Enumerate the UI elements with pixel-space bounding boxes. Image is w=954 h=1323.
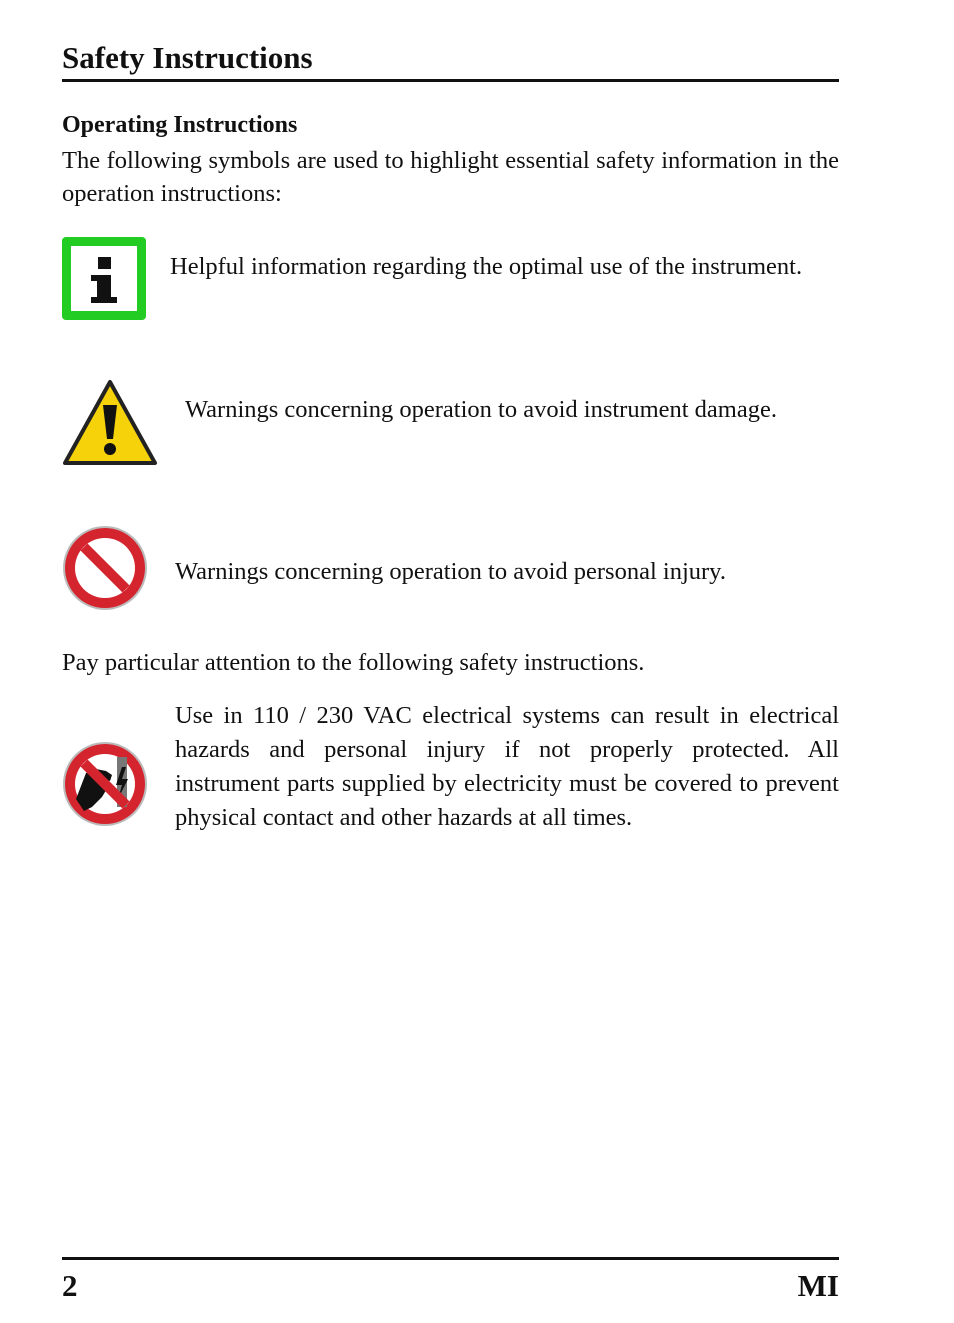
- footer-label: MI: [797, 1268, 839, 1303]
- prohibition-icon: [62, 525, 148, 611]
- prohibition-description: Warnings concerning operation to avoid personal injury.: [175, 558, 726, 585]
- section-title: Operating Instructions: [62, 112, 298, 138]
- footer-divider: [62, 1257, 839, 1260]
- header-divider: [62, 79, 839, 82]
- warning-description: Warnings concerning operation to avoid instrument damage.: [185, 396, 777, 423]
- electrical-warning-text: Use in 110 / 230 VAC electrical systems can result in electrical hazards and personal injury if not properly protected. All instrument parts supplied by electricity must be covered to prevent physical contact and other hazards at all times.: [175, 702, 839, 831]
- no-touch-electrical-icon: [62, 741, 148, 827]
- warning-triangle-icon: [62, 379, 158, 467]
- page-title: Safety Instructions: [62, 40, 313, 75]
- attention-paragraph: Pay particular attention to the following safety instructions.: [62, 649, 645, 676]
- info-description: Helpful information regarding the optimal use of the instrument.: [170, 253, 803, 280]
- info-icon: [62, 237, 146, 320]
- intro-paragraph: The following symbols are used to highlight essential safety information in the operation instructions:: [62, 147, 839, 207]
- page-number: 2: [62, 1268, 78, 1303]
